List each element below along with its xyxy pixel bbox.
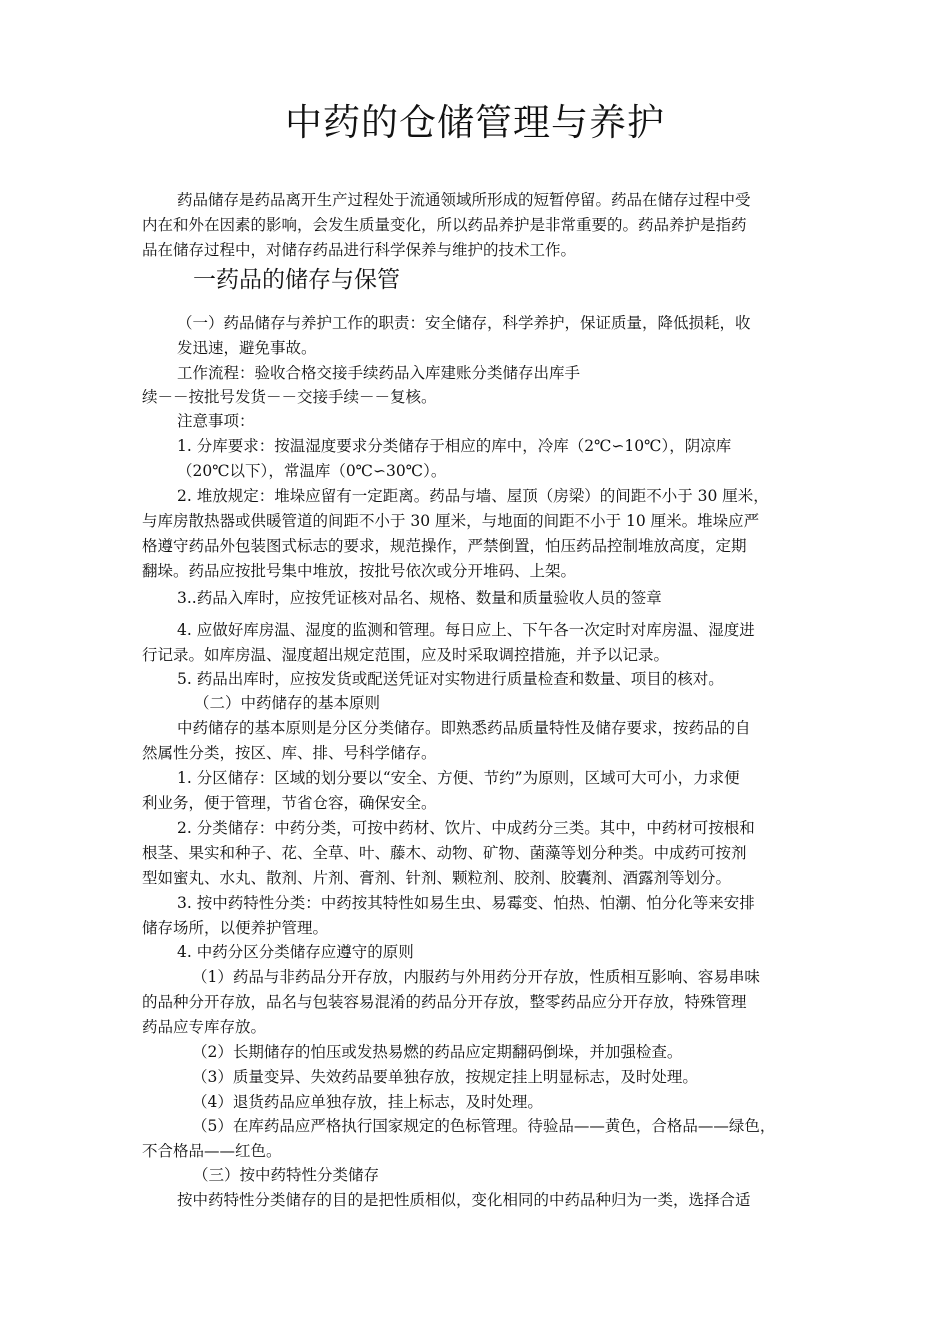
- intro-line: 品在储存过程中，对储存药品进行科学保养与维护的技术工作。: [142, 241, 577, 259]
- body-line: 然属性分类，按区、库、排、号科学储存。: [142, 744, 437, 762]
- body-line: 行记录。如库房温、湿度超出规定范围，应及时采取调控措施，并予以记录。: [142, 646, 670, 664]
- body-line: 按中药特性分类储存的目的是把性质相似，变化相同的中药品种归为一类，选择合适: [177, 1191, 751, 1209]
- body-line: （三）按中药特性分类储存: [193, 1166, 380, 1184]
- body-line: （4）退货药品应单独存放，挂上标志，及时处理。: [192, 1093, 543, 1111]
- body-line: 4. 应做好库房温、湿度的监测和管理。每日应上、下午各一次定时对库房温、湿度进: [177, 621, 755, 639]
- body-line: 续－－按批号发货－－交接手续－－复核。: [142, 388, 437, 406]
- body-line: 5. 药品出库时，应按发货或配送凭证对实物进行质量检查和数量、项目的核对。: [177, 670, 724, 688]
- body-line: 发迅速，避免事故。: [177, 339, 317, 357]
- body-line: 注意事项：: [177, 412, 255, 430]
- body-line: 格遵守药品外包装图式标志的要求，规范操作，严禁倒置，怕压药品控制堆放高度，定期: [142, 537, 747, 555]
- body-line: 利业务，便于管理，节省仓容，确保安全。: [142, 794, 437, 812]
- body-line: 1. 分区储存：区域的划分要以“安全、方便、节约”为原则，区域可大可小，力求便: [177, 769, 740, 787]
- body-line: （3）质量变异、失效药品要单独存放，按规定挂上明显标志，及时处理。: [192, 1068, 698, 1086]
- body-line: （2）长期储存的怕压或发热易燃的药品应定期翻码倒垛，并加强检查。: [192, 1043, 683, 1061]
- body-line: 的品种分开存放，品名与包装容易混淆的药品分开存放，整零药品应分开存放，特殊管理: [142, 993, 747, 1011]
- body-line: 2. 堆放规定：堆垛应留有一定距离。药品与墙、屋顶（房梁）的间距不小于 30 厘米，: [177, 487, 769, 505]
- body-line: 3..药品入库时，应按凭证核对品名、规格、数量和质量验收人员的签章: [177, 589, 662, 607]
- body-line: 与库房散热器或供暖管道的间距不小于 30 厘米，与地面的间距不小于 10 厘米。堆垛应严: [142, 512, 760, 530]
- body-line: 翻垛。药品应按批号集中堆放，按批号依次或分开堆码、上架。: [142, 562, 577, 580]
- body-line: （1）药品与非药品分开存放，内服药与外用药分开存放，性质相互影响、容易串味: [192, 968, 760, 986]
- body-line: 储存场所，以便养护管理。: [142, 919, 329, 937]
- section-heading: 一药品的储存与保管: [193, 267, 400, 293]
- body-line: 不合格品——红色。: [142, 1142, 282, 1160]
- body-line: 中药储存的基本原则是分区分类储存。即熟悉药品质量特性及储存要求，按药品的自: [177, 719, 751, 737]
- body-line: 1. 分库要求：按温湿度要求分类储存于相应的库中，冷库（2℃∽10℃），阴凉库: [177, 437, 732, 455]
- intro-line: 内在和外在因素的影响，会发生质量变化，所以药品养护是非常重要的。药品养护是指药: [142, 216, 747, 234]
- body-line: 根茎、果实和种子、花、全草、叶、藤木、动物、矿物、菌藻等划分种类。中成药可按剂: [142, 844, 747, 862]
- document-title: 中药的仓储管理与养护: [285, 101, 665, 144]
- body-line: （二）中药储存的基本原则: [194, 694, 381, 712]
- intro-line: 药品储存是药品离开生产过程处于流通领域所形成的短暂停留。药品在储存过程中受: [177, 191, 751, 209]
- body-line: 4. 中药分区分类储存应遵守的原则: [177, 943, 414, 961]
- body-line: 型如蜜丸、水丸、散剂、片剂、膏剂、针剂、颗粒剂、胶剂、胶囊剂、酒露剂等划分。: [142, 869, 732, 887]
- body-line: 工作流程：验收合格交接手续药品入库建账分类储存出库手: [177, 364, 581, 382]
- body-line: （5）在库药品应严格执行国家规定的色标管理。待验品——黄色，合格品——绿色，: [192, 1117, 776, 1135]
- body-line: （一）药品储存与养护工作的职责：安全储存，科学养护，保证质量，降低损耗，收: [177, 314, 751, 332]
- body-line: （20℃以下），常温库（0℃∽30℃）。: [177, 462, 447, 480]
- body-line: 2. 分类储存：中药分类，可按中药材、饮片、中成药分三类。其中，中药材可按根和: [177, 819, 755, 837]
- body-line: 3. 按中药特性分类：中药按其特性如易生虫、易霉变、怕热、怕潮、怕分化等来安排: [177, 894, 755, 912]
- body-line: 药品应专库存放。: [142, 1018, 267, 1036]
